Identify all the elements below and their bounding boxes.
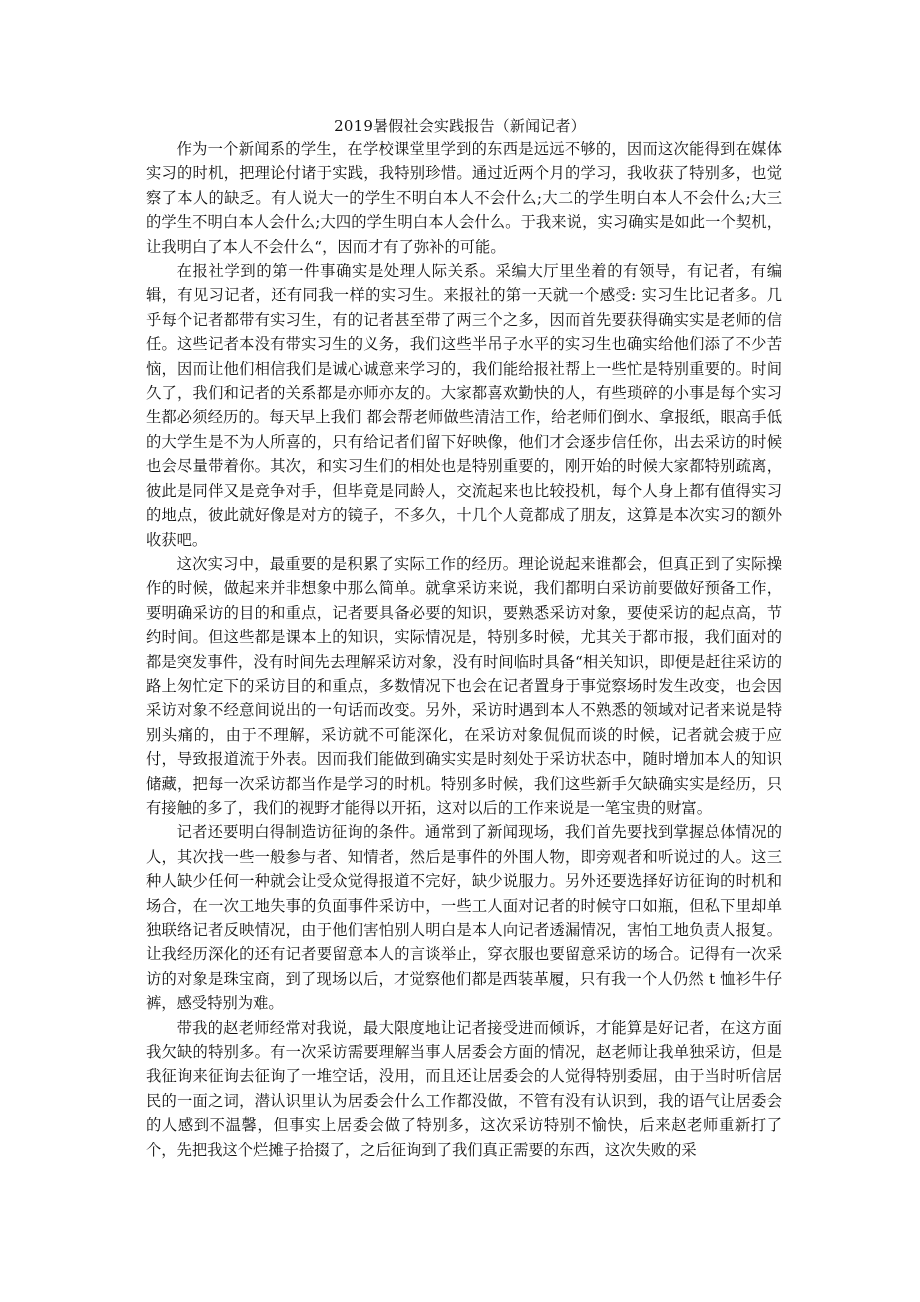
document-body [146, 137, 782, 1162]
paragraph-2: 在报社学到的第一件事确实是处理人际关系。采编大厅里坐着的有领导，有记者，有编辑，有见习记者，还有同我一样的实习生。来报社的第一天就一个感受: 实习生比记者多。几乎每个记者都带有实习生，有的记者甚至带了两三个之多，因而首先要获得确实实是老师的信任。这些记者本没有带实习生的义务，我们这些半吊子水平的实习生也确实给他们添了不少苦恼，因而让他们相信我们是诚心诚意来学习的，我们能给报社帮上一些忙是特别重要的。时间久了，我们和记者的关系都是亦师亦友的。大家都喜欢勤快的人，有些琐碎的小事是每个实习生都必须经历的。每天早上我们 都会帮老师做些清洁工作，给老师们倒水、拿报纸，眼高手低的大学生是不为人所喜的，只有给记者们留下好映像，他们才会逐步信任你，出去采访的时候也会尽量带着你。其次，和实习生们的相处也是特别重要的，刚开始的时候大家都特别疏离，彼此是同伴又是竞争对手，但毕竟是同龄人，交流起来也比较投机，每个人身上都有值得实习的地点，彼此就好像是对方的镜子，不多久，十几个人竟都成了朋友，这算是本次实习的额外收获吧。 [146, 262, 782, 549]
document-title: 2019暑假社会实践报告（新闻记者） [334, 117, 586, 135]
paragraph-1: 作为一个新闻系的学生，在学校课堂里学到的东西是远远不够的，因而这次能得到在媒体实习的时机，把理论付诸于实践，我特别珍惜。通过近两个月的学习，我收获了特别多，也觉察了本人的缺乏。有人说大一的学生不明白本人不会什么;大二的学生明白本人不会什么;大三的学生不明白本人会什么;大四的学生明白本人会什么。于我来说，实习确实是如此一个契机，让我明白了本人不会什么“，因而才有了弥补的可能。 [146, 140, 782, 256]
paragraph-3: 这次实习中，最重要的是积累了实际工作的经历。理论说起来谁都会，但真正到了实际操作的时候，做起来并非想象中那么简单。就拿采访来说，我们都明白采访前要做好预备工作，要明确采访的目的和重点，记者要具备必要的知识，要熟悉采访对象，要使采访的起点高，节约时间。但这些都是课本上的知识，实际情况是，特别多时候，尤其关于都市报，我们面对的都是突发事件，没有时间先去理解采访对象，没有时间临时具备“相关知识，即便是赶往采访的路上匆忙定下的采访目的和重点，多数情况下也会在记者置身于事觉察场时发生改变，也会因采访对象不经意间说出的一句话而改变。另外，采访时遇到本人不熟悉的领域对记者来说是特别头痛的，由于不理解，采访就不可能深化，在采访对象侃侃而谈的时候，记者就会疲于应付，导致报道流于外表。因而我们能做到确实实是时刻处于采访状态中，随时增加本人的知识储藏，把每一次采访都当作是学习的时机。特别多时候，我们这些新手欠缺确实实是经历，只有接触的多了，我们的视野才能得以开拓，这对以后的工作来说是一笔宝贵的财富。 [146, 554, 782, 817]
paragraph-5: 带我的赵老师经常对我说，最大限度地让记者接受进而倾诉，才能算是好记者，在这方面我欠缺的特别多。有一次采访需要理解当事人居委会方面的情况，赵老师让我单独采访，但是我征询来征询去征询了一堆空话，没用，而且还让居委会的人觉得特别委屈，由于当时听信居民的一面之词，潜认识里认为居委会什么工作都没做，不管有没有认识到，我的语气让居委会的人感到不温馨，但事实上居委会做了特别多，这次采访特别不愉快，后来赵老师重新打了个，先把我这个烂摊子拾掇了，之后征询到了我们真正需要的东西，这次失败的采 [146, 1018, 782, 1159]
paragraph-4: 记者还要明白得制造访征询的条件。通常到了新闻现场，我们首先要找到掌握总体情况的人，其次找一些一般参与者、知情者，然后是事件的外围人物，即旁观者和听说过的人。这三种人缺少任何一种就会让受众觉得报道不完好，缺少说服力。另外还要选择好访征询的时机和场合，在一次工地失事的负面事件采访中，一些工人面对记者的时候守口如瓶，但私下里却单独联络记者反映情况，由于他们害怕别人明白是本人向记者透漏情况，害怕工地负责人报复。让我经历深化的还有记者要留意本人的言谈举止，穿衣服也要留意采访的场合。记得有一次采访的对象是珠宝商，到了现场以后，才觉察他们都是西装革履，只有我一个人仍然 t 恤衫牛仔裤，感受特别为难。 [146, 823, 782, 1013]
